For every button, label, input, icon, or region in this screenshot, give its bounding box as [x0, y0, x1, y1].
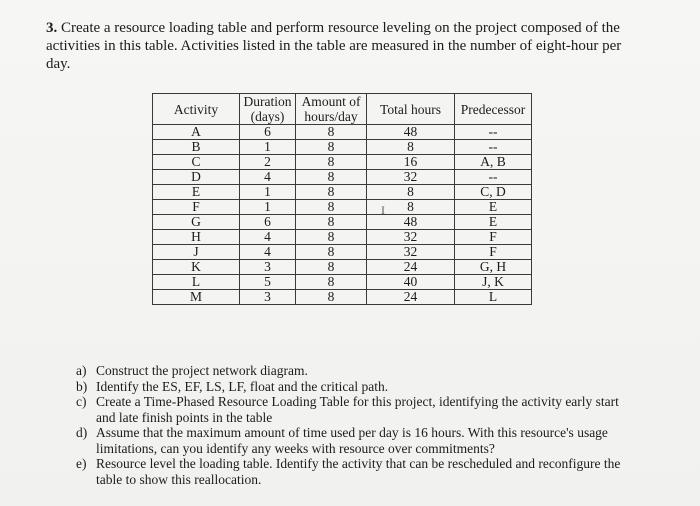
- cell-duration: 4: [240, 170, 296, 185]
- cell-amount: 8: [296, 185, 367, 200]
- cell-total: 8: [367, 200, 455, 215]
- cell-duration: 1: [240, 140, 296, 155]
- cell-activity: D: [153, 170, 240, 185]
- part-text: Assume that the maximum amount of time used per day is 16 hours. With this resource's usage limitations, can you identify any weeks with resource over commitments?: [96, 425, 608, 456]
- part-text: Construct the project network diagram.: [96, 363, 308, 378]
- cell-total: 40: [367, 275, 455, 290]
- part-item: [76, 425, 636, 456]
- cell-predecessor: J, K: [455, 275, 532, 290]
- cell-predecessor: G, H: [455, 260, 532, 275]
- cell-amount: 8: [296, 230, 367, 245]
- cell-duration: 1: [240, 200, 296, 215]
- cell-predecessor: F: [455, 230, 532, 245]
- table-row: [153, 170, 532, 185]
- cell-duration: 6: [240, 125, 296, 140]
- cell-duration: 4: [240, 245, 296, 260]
- cell-predecessor: --: [455, 170, 532, 185]
- header-duration: Duration (days): [240, 94, 296, 125]
- cell-predecessor: E: [455, 200, 532, 215]
- cell-predecessor: L: [455, 290, 532, 305]
- cell-activity: C: [153, 155, 240, 170]
- cell-amount: 8: [296, 170, 367, 185]
- table-row: [153, 260, 532, 275]
- part-label: b): [76, 378, 88, 394]
- question-text: Create a resource loading table and perform resource leveling on the project composed of the activities in this table. Activities listed in the table are measured in the number of eight-hour per day.: [46, 20, 622, 72]
- table-row: [153, 245, 532, 260]
- cell-amount: 8: [296, 275, 367, 290]
- question-parts-list: [76, 363, 636, 487]
- part-item: [76, 456, 636, 487]
- part-text: Create a Time-Phased Resource Loading Table for this project, identifying the activity early start and late finish points in the table: [96, 394, 619, 425]
- header-amount: Amount of hours/day: [296, 94, 367, 125]
- cell-duration: 6: [240, 215, 296, 230]
- cell-activity: J: [153, 245, 240, 260]
- cell-total: 16: [367, 155, 455, 170]
- table-row: [153, 275, 532, 290]
- cell-total: 24: [367, 290, 455, 305]
- table-row: [153, 290, 532, 305]
- cell-predecessor: E: [455, 215, 532, 230]
- header-total-hours: Total hours: [367, 94, 455, 125]
- cell-total: 48: [367, 215, 455, 230]
- cell-duration: 2: [240, 155, 296, 170]
- cell-predecessor: C, D: [455, 185, 532, 200]
- cell-duration: 3: [240, 290, 296, 305]
- cell-amount: 8: [296, 155, 367, 170]
- cell-duration: 5: [240, 275, 296, 290]
- cell-amount: 8: [296, 290, 367, 305]
- table-header-row: [153, 94, 532, 125]
- part-label: c): [76, 394, 87, 409]
- cell-activity: B: [153, 140, 240, 155]
- question-prompt: [46, 19, 646, 73]
- cell-total: 32: [367, 170, 455, 185]
- part-item: [76, 394, 636, 425]
- table-row: [153, 140, 532, 155]
- table-row: [153, 155, 532, 170]
- cell-total: 24: [367, 260, 455, 275]
- text-cursor-icon: I: [381, 203, 385, 217]
- table-row: [153, 185, 532, 200]
- activity-table: [152, 93, 532, 305]
- cell-duration: 1: [240, 185, 296, 200]
- table-row: [153, 200, 532, 215]
- part-label: d): [76, 425, 88, 440]
- cell-total: 32: [367, 230, 455, 245]
- table-row: [153, 215, 532, 230]
- cell-amount: 8: [296, 245, 367, 260]
- cell-activity: M: [153, 290, 240, 305]
- cell-duration: 3: [240, 260, 296, 275]
- cell-predecessor: --: [455, 140, 532, 155]
- part-text: Identify the ES, EF, LS, LF, float and the critical path.: [96, 378, 389, 394]
- cell-activity: G: [153, 215, 240, 230]
- cell-activity: H: [153, 230, 240, 245]
- part-item: [76, 363, 636, 379]
- cell-predecessor: F: [455, 245, 532, 260]
- cell-amount: 8: [296, 140, 367, 155]
- cell-total: 8: [367, 140, 455, 155]
- cell-total: 48: [367, 125, 455, 140]
- cell-total: 8: [367, 185, 455, 200]
- cell-predecessor: A, B: [455, 155, 532, 170]
- cell-amount: 8: [296, 200, 367, 215]
- table-row: [153, 230, 532, 245]
- cell-activity: F: [153, 200, 240, 215]
- cell-amount: 8: [296, 260, 367, 275]
- cell-amount: 8: [296, 215, 367, 230]
- cell-activity: K: [153, 260, 240, 275]
- part-label: a): [76, 363, 87, 378]
- cell-total: 32: [367, 245, 455, 260]
- cell-duration: 4: [240, 230, 296, 245]
- part-text: Resource level the loading table. Identify the activity that can be rescheduled and reconfigure the table to show this reallocation.: [96, 456, 621, 487]
- cell-activity: A: [153, 125, 240, 140]
- part-item: [76, 379, 636, 395]
- part-label: e): [76, 456, 87, 471]
- cell-amount: 8: [296, 125, 367, 140]
- cell-predecessor: --: [455, 125, 532, 140]
- header-predecessor: Predecessor: [455, 94, 532, 125]
- header-activity: Activity: [153, 94, 240, 125]
- cell-activity: L: [153, 275, 240, 290]
- table-row: [153, 125, 532, 140]
- cell-activity: E: [153, 185, 240, 200]
- question-number: 3.: [46, 20, 58, 36]
